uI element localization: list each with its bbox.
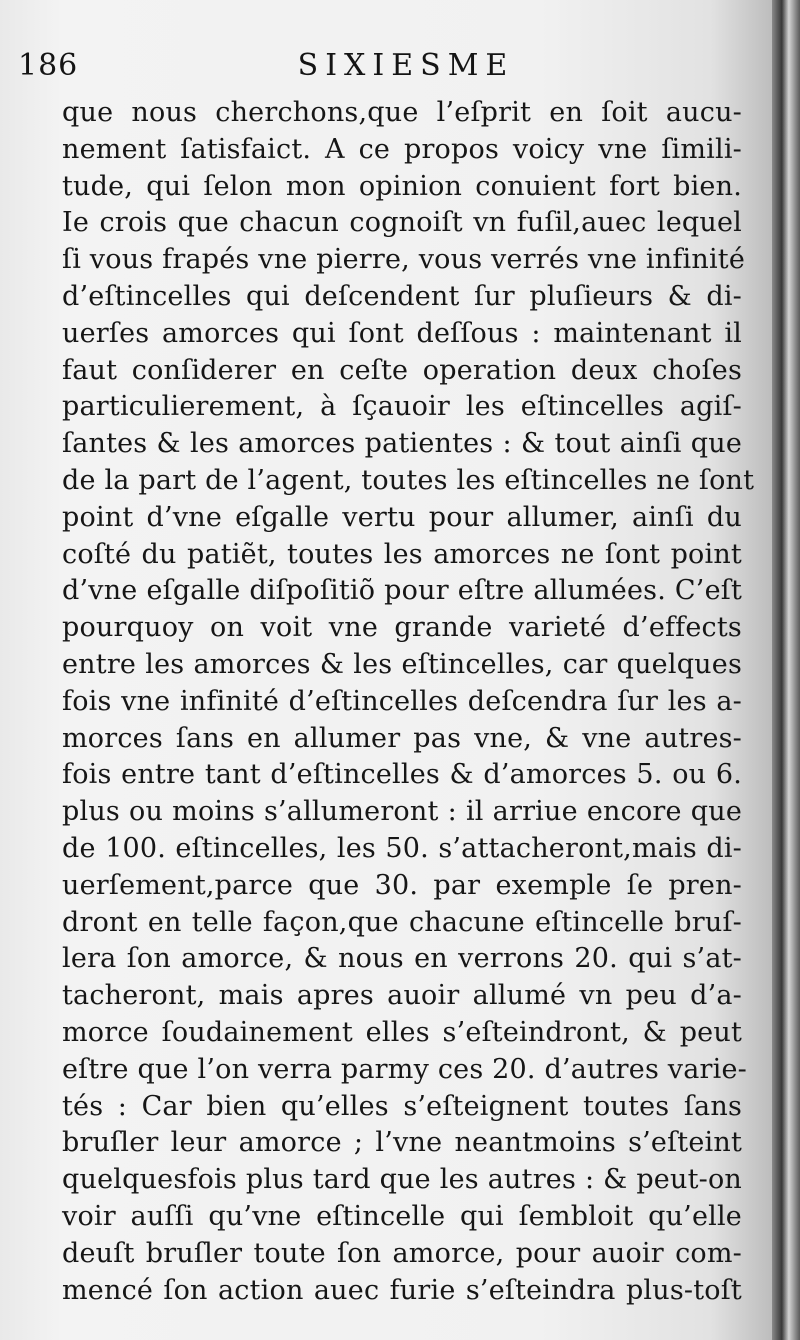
text-line: lera ſon amorce, & nous en verrons 20. qui s’at-: [62, 943, 742, 975]
text-line: nement ſatisfaict. A ce propos voicy vne ſimili-: [62, 133, 742, 165]
page-edge: [772, 0, 800, 1340]
text-line: pourquoy on voit vne grande varieté d’effects: [62, 612, 742, 644]
text-line: faut conſiderer en ceſte operation deux choſes: [62, 354, 742, 386]
page-header: [0, 48, 772, 88]
body-text: [62, 95, 755, 1309]
text-line: tude, qui ſelon mon opinion conuient fort bien.: [62, 170, 742, 202]
text-line: uerſement,parce que 30. par exemple ſe pren-: [62, 869, 742, 901]
text-line: tés : Car bien qu’elles s’eſteignent toutes ſans: [62, 1090, 742, 1122]
text-line: deuſt bruſler toute ſon amorce, pour auoir com-: [62, 1237, 742, 1269]
text-line: ſi vous frapés vne pierre, vous verrés vne infinité: [62, 244, 746, 276]
text-line: morces ſans en allumer pas vne, & vne autres-: [62, 722, 742, 754]
text-line: coſté du patiẽt, toutes les amorces ne ſont point: [62, 538, 742, 570]
text-line: de la part de l’agent, toutes les eſtincelles ne ſont: [62, 464, 755, 496]
text-line: eſtre que l’on verra parmy ces 20. d’autres varie-: [62, 1053, 747, 1085]
text-line: point d’vne eſgalle vertu pour allumer, ainſi du: [62, 501, 742, 533]
text-line: fois vne infinité d’eſtincelles deſcendra ſur les a-: [62, 685, 742, 717]
page-number: 186: [18, 48, 79, 83]
text-line: que nous cherchons,que l’eſprit en ſoit aucu-: [62, 97, 742, 128]
text-line: Ie crois que chacun cognoiſt vn fuſil,auec lequel: [62, 207, 742, 239]
text-line: uerſes amorces qui ſont deſſous : maintenant il: [62, 317, 742, 349]
text-line: fois entre tant d’eſtincelles & d’amorces 5. ou 6.: [62, 759, 742, 791]
text-line: morce ſoudainement elles s’eſteindront, & peut: [62, 1016, 742, 1048]
text-line: dront en telle façon,que chacune eſtincelle bruſ-: [62, 906, 742, 938]
running-head: SIXIESME: [297, 48, 515, 83]
text-line: plus ou moins s’allumeront : il arriue encore que: [62, 796, 742, 828]
text-line: quelquesfois plus tard que les autres : & peut-on: [62, 1164, 742, 1196]
text-line: d’eſtincelles qui deſcendent ſur pluſieurs & di-: [62, 280, 742, 312]
text-line: ſantes & les amorces patientes : & tout ainſi que: [62, 428, 742, 460]
text-line: tacheront, mais apres auoir allumé vn peu d’a-: [62, 980, 742, 1012]
text-line: entre les amorces & les eſtincelles, car quelques: [62, 648, 742, 680]
text-line: d’vne eſgalle diſpoſitiõ pour eſtre allumées. C’eſt: [62, 575, 742, 607]
text-line: particulierement, à ſçauoir les eſtincelles agiſ-: [62, 391, 742, 423]
text-line: voir auſſi qu’vne eſtincelle qui ſembloit qu’elle: [62, 1200, 742, 1232]
text-line: bruſler leur amorce ; l’vne neantmoins s’eſteint: [62, 1127, 742, 1159]
text-line: de 100. eſtincelles, les 50. s’attacheront,mais di-: [62, 832, 742, 864]
text-line: mencé ſon action auec furie s’eſteindra plus-toſt: [62, 1274, 742, 1306]
